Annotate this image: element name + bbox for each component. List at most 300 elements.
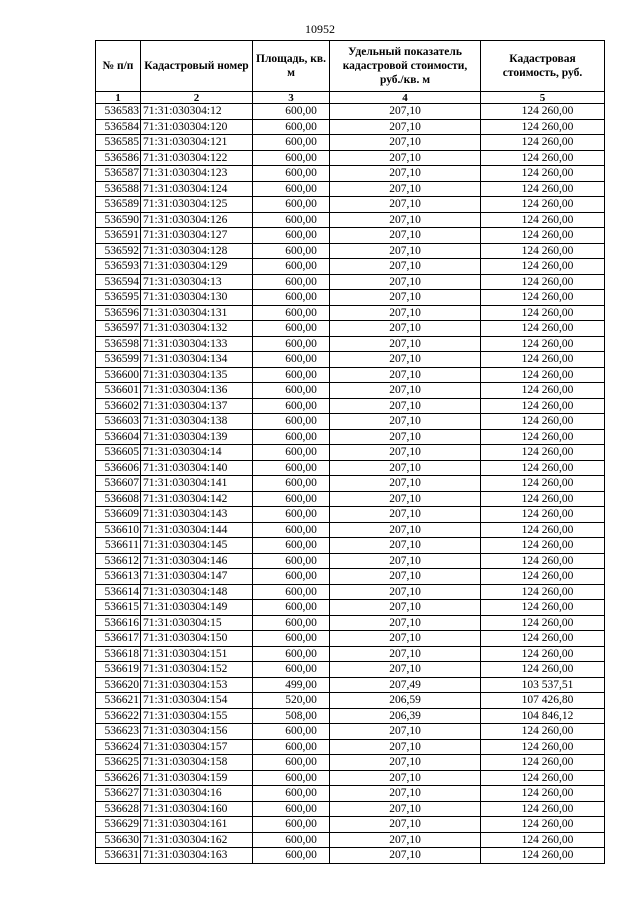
cadastral-value-cell: 124 260,00 [481,212,605,228]
cadastral-table [95,40,605,864]
row-number-cell: 536583 [96,104,141,120]
cadastral-value-cell: 124 260,00 [481,770,605,786]
cadastral-value-cell: 124 260,00 [481,181,605,197]
table-row [96,336,605,352]
area-cell: 600,00 [253,445,330,461]
row-number-cell: 536623 [96,724,141,740]
cadastral-value-cell: 124 260,00 [481,383,605,399]
specific-value-cell: 207,10 [330,491,481,507]
table-row [96,398,605,414]
cadastral-value-cell: 124 260,00 [481,817,605,833]
row-number-cell: 536605 [96,445,141,461]
table-row [96,801,605,817]
area-cell: 600,00 [253,801,330,817]
row-number-cell: 536597 [96,321,141,337]
row-number-cell: 536595 [96,290,141,306]
cadastral-value-cell: 124 260,00 [481,336,605,352]
specific-value-cell: 207,10 [330,460,481,476]
area-cell: 600,00 [253,150,330,166]
cadastral-number-cell: 71:31:030304:137 [141,398,253,414]
table-row [96,135,605,151]
area-cell: 600,00 [253,398,330,414]
cadastral-number-cell: 71:31:030304:139 [141,429,253,445]
row-number-cell: 536619 [96,662,141,678]
table-row [96,197,605,213]
row-number-cell: 536621 [96,693,141,709]
area-cell: 600,00 [253,228,330,244]
cadastral-number-cell: 71:31:030304:135 [141,367,253,383]
cadastral-value-cell: 103 537,51 [481,677,605,693]
table-row [96,445,605,461]
table-row [96,553,605,569]
table-row [96,414,605,430]
specific-value-cell: 207,10 [330,383,481,399]
table-row [96,522,605,538]
table-row [96,507,605,523]
area-cell: 600,00 [253,104,330,120]
area-cell: 600,00 [253,336,330,352]
area-cell: 600,00 [253,770,330,786]
cadastral-value-cell: 124 260,00 [481,631,605,647]
row-number-cell: 536591 [96,228,141,244]
table-row [96,786,605,802]
area-cell: 600,00 [253,646,330,662]
cadastral-value-cell: 124 260,00 [481,553,605,569]
specific-value-cell: 207,10 [330,414,481,430]
area-cell: 600,00 [253,166,330,182]
specific-value-cell: 207,10 [330,119,481,135]
table-row [96,538,605,554]
row-number-cell: 536604 [96,429,141,445]
cadastral-number-cell: 71:31:030304:12 [141,104,253,120]
specific-value-cell: 207,49 [330,677,481,693]
cadastral-value-cell: 124 260,00 [481,569,605,585]
area-cell: 520,00 [253,693,330,709]
cadastral-value-cell: 124 260,00 [481,166,605,182]
cadastral-value-cell: 124 260,00 [481,414,605,430]
table-row [96,212,605,228]
cadastral-number-cell: 71:31:030304:129 [141,259,253,275]
table-row [96,755,605,771]
table-row [96,259,605,275]
row-number-cell: 536629 [96,817,141,833]
specific-value-cell: 207,10 [330,724,481,740]
cadastral-number-cell: 71:31:030304:150 [141,631,253,647]
area-cell: 600,00 [253,429,330,445]
specific-value-cell: 207,10 [330,429,481,445]
row-number-cell: 536593 [96,259,141,275]
table-row [96,770,605,786]
cadastral-number-cell: 71:31:030304:14 [141,445,253,461]
area-cell: 600,00 [253,352,330,368]
cadastral-number-cell: 71:31:030304:130 [141,290,253,306]
specific-value-cell: 207,10 [330,104,481,120]
specific-value-cell: 207,10 [330,848,481,864]
table-row [96,739,605,755]
table-row [96,460,605,476]
cadastral-number-cell: 71:31:030304:141 [141,476,253,492]
cadastral-value-cell: 124 260,00 [481,367,605,383]
table-row [96,693,605,709]
row-number-cell: 536620 [96,677,141,693]
area-cell: 600,00 [253,538,330,554]
table-row [96,352,605,368]
row-number-cell: 536598 [96,336,141,352]
cadastral-value-cell: 124 260,00 [481,429,605,445]
cadastral-number-cell: 71:31:030304:156 [141,724,253,740]
area-cell: 600,00 [253,119,330,135]
cadastral-value-cell: 124 260,00 [481,476,605,492]
specific-value-cell: 207,10 [330,662,481,678]
area-cell: 600,00 [253,724,330,740]
cadastral-number-cell: 71:31:030304:159 [141,770,253,786]
row-number-cell: 536609 [96,507,141,523]
row-number-cell: 536627 [96,786,141,802]
specific-value-cell: 207,10 [330,336,481,352]
cadastral-number-cell: 71:31:030304:155 [141,708,253,724]
cadastral-value-cell: 104 846,12 [481,708,605,724]
cadastral-number-cell: 71:31:030304:147 [141,569,253,585]
cadastral-number-cell: 71:31:030304:146 [141,553,253,569]
row-number-cell: 536631 [96,848,141,864]
area-cell: 600,00 [253,321,330,337]
area-cell: 600,00 [253,274,330,290]
area-cell: 600,00 [253,600,330,616]
cadastral-value-cell: 107 426,80 [481,693,605,709]
specific-value-cell: 207,10 [330,631,481,647]
area-cell: 600,00 [253,755,330,771]
table-row [96,708,605,724]
column-number: 4 [330,92,481,104]
column-number: 3 [253,92,330,104]
table-row [96,150,605,166]
specific-value-cell: 207,10 [330,801,481,817]
cadastral-value-cell: 124 260,00 [481,600,605,616]
cadastral-number-cell: 71:31:030304:131 [141,305,253,321]
cadastral-number-cell: 71:31:030304:122 [141,150,253,166]
table-row [96,584,605,600]
cadastral-number-cell: 71:31:030304:121 [141,135,253,151]
specific-value-cell: 207,10 [330,755,481,771]
table-row [96,367,605,383]
cadastral-value-cell: 124 260,00 [481,662,605,678]
cadastral-value-cell: 124 260,00 [481,305,605,321]
row-number-cell: 536617 [96,631,141,647]
cadastral-number-cell: 71:31:030304:128 [141,243,253,259]
row-number-cell: 536585 [96,135,141,151]
cadastral-value-cell: 124 260,00 [481,491,605,507]
header-area: Площадь, кв. м [253,41,330,92]
row-number-cell: 536622 [96,708,141,724]
specific-value-cell: 207,10 [330,445,481,461]
area-cell: 600,00 [253,615,330,631]
cadastral-number-cell: 71:31:030304:151 [141,646,253,662]
row-number-cell: 536596 [96,305,141,321]
cadastral-number-cell: 71:31:030304:134 [141,352,253,368]
column-number-row [96,92,605,104]
table-row [96,724,605,740]
table-row [96,181,605,197]
area-cell: 600,00 [253,491,330,507]
cadastral-number-cell: 71:31:030304:145 [141,538,253,554]
header-cadastral-value: Кадастровая стоимость, руб. [481,41,605,92]
table-row [96,476,605,492]
cadastral-number-cell: 71:31:030304:144 [141,522,253,538]
specific-value-cell: 207,10 [330,646,481,662]
area-cell: 600,00 [253,553,330,569]
cadastral-value-cell: 124 260,00 [481,786,605,802]
area-cell: 600,00 [253,832,330,848]
row-number-cell: 536611 [96,538,141,554]
row-number-cell: 536589 [96,197,141,213]
row-number-cell: 536610 [96,522,141,538]
cadastral-number-cell: 71:31:030304:142 [141,491,253,507]
area-cell: 600,00 [253,414,330,430]
cadastral-value-cell: 124 260,00 [481,724,605,740]
area-cell: 600,00 [253,584,330,600]
specific-value-cell: 207,10 [330,367,481,383]
cadastral-value-cell: 124 260,00 [481,150,605,166]
area-cell: 600,00 [253,212,330,228]
table-body [96,104,605,864]
table-row [96,848,605,864]
cadastral-value-cell: 124 260,00 [481,615,605,631]
table-row [96,429,605,445]
specific-value-cell: 206,39 [330,708,481,724]
cadastral-number-cell: 71:31:030304:120 [141,119,253,135]
area-cell: 600,00 [253,848,330,864]
table-row [96,166,605,182]
column-number: 1 [96,92,141,104]
area-cell: 600,00 [253,197,330,213]
row-number-cell: 536624 [96,739,141,755]
area-cell: 600,00 [253,507,330,523]
header-number: № п/п [96,41,141,92]
row-number-cell: 536592 [96,243,141,259]
cadastral-value-cell: 124 260,00 [481,352,605,368]
area-cell: 600,00 [253,259,330,275]
table-row [96,832,605,848]
specific-value-cell: 207,10 [330,817,481,833]
cadastral-value-cell: 124 260,00 [481,119,605,135]
area-cell: 600,00 [253,135,330,151]
specific-value-cell: 207,10 [330,259,481,275]
table-row [96,383,605,399]
specific-value-cell: 207,10 [330,584,481,600]
header-row [96,41,605,92]
row-number-cell: 536607 [96,476,141,492]
specific-value-cell: 207,10 [330,615,481,631]
specific-value-cell: 207,10 [330,832,481,848]
area-cell: 600,00 [253,569,330,585]
area-cell: 600,00 [253,522,330,538]
cadastral-number-cell: 71:31:030304:153 [141,677,253,693]
cadastral-number-cell: 71:31:030304:140 [141,460,253,476]
cadastral-value-cell: 124 260,00 [481,584,605,600]
cadastral-value-cell: 124 260,00 [481,104,605,120]
table-row [96,631,605,647]
specific-value-cell: 207,10 [330,197,481,213]
cadastral-number-cell: 71:31:030304:13 [141,274,253,290]
table-row [96,491,605,507]
cadastral-number-cell: 71:31:030304:132 [141,321,253,337]
cadastral-number-cell: 71:31:030304:154 [141,693,253,709]
row-number-cell: 536616 [96,615,141,631]
area-cell: 600,00 [253,305,330,321]
cadastral-number-cell: 71:31:030304:138 [141,414,253,430]
cadastral-number-cell: 71:31:030304:160 [141,801,253,817]
cadastral-value-cell: 124 260,00 [481,848,605,864]
specific-value-cell: 207,10 [330,569,481,585]
table-row [96,228,605,244]
area-cell: 600,00 [253,739,330,755]
cadastral-value-cell: 124 260,00 [481,135,605,151]
cadastral-number-cell: 71:31:030304:163 [141,848,253,864]
row-number-cell: 536612 [96,553,141,569]
area-cell: 600,00 [253,786,330,802]
row-number-cell: 536628 [96,801,141,817]
cadastral-number-cell: 71:31:030304:16 [141,786,253,802]
cadastral-value-cell: 124 260,00 [481,801,605,817]
cadastral-value-cell: 124 260,00 [481,228,605,244]
cadastral-value-cell: 124 260,00 [481,259,605,275]
row-number-cell: 536608 [96,491,141,507]
row-number-cell: 536586 [96,150,141,166]
cadastral-number-cell: 71:31:030304:133 [141,336,253,352]
area-cell: 508,00 [253,708,330,724]
row-number-cell: 536599 [96,352,141,368]
area-cell: 600,00 [253,460,330,476]
specific-value-cell: 207,10 [330,243,481,259]
specific-value-cell: 207,10 [330,166,481,182]
table-row [96,274,605,290]
cadastral-number-cell: 71:31:030304:124 [141,181,253,197]
specific-value-cell: 207,10 [330,352,481,368]
area-cell: 600,00 [253,290,330,306]
cadastral-value-cell: 124 260,00 [481,460,605,476]
column-number: 2 [141,92,253,104]
specific-value-cell: 207,10 [330,786,481,802]
table-row [96,677,605,693]
specific-value-cell: 206,59 [330,693,481,709]
cadastral-value-cell: 124 260,00 [481,755,605,771]
cadastral-number-cell: 71:31:030304:125 [141,197,253,213]
cadastral-value-cell: 124 260,00 [481,321,605,337]
cadastral-value-cell: 124 260,00 [481,507,605,523]
cadastral-value-cell: 124 260,00 [481,832,605,848]
cadastral-number-cell: 71:31:030304:157 [141,739,253,755]
area-cell: 600,00 [253,383,330,399]
specific-value-cell: 207,10 [330,290,481,306]
row-number-cell: 536601 [96,383,141,399]
row-number-cell: 536615 [96,600,141,616]
specific-value-cell: 207,10 [330,181,481,197]
specific-value-cell: 207,10 [330,150,481,166]
cadastral-number-cell: 71:31:030304:136 [141,383,253,399]
cadastral-number-cell: 71:31:030304:158 [141,755,253,771]
specific-value-cell: 207,10 [330,600,481,616]
cadastral-number-cell: 71:31:030304:127 [141,228,253,244]
cadastral-value-cell: 124 260,00 [481,274,605,290]
table-row [96,305,605,321]
specific-value-cell: 207,10 [330,228,481,244]
row-number-cell: 536588 [96,181,141,197]
cadastral-value-cell: 124 260,00 [481,243,605,259]
row-number-cell: 536600 [96,367,141,383]
page-number: 10952 [305,22,335,36]
specific-value-cell: 207,10 [330,507,481,523]
cadastral-value-cell: 124 260,00 [481,739,605,755]
header-cadastral-number: Кадастровый номер [141,41,253,92]
specific-value-cell: 207,10 [330,274,481,290]
cadastral-number-cell: 71:31:030304:152 [141,662,253,678]
row-number-cell: 536614 [96,584,141,600]
table-row [96,243,605,259]
table-row [96,290,605,306]
row-number-cell: 536618 [96,646,141,662]
row-number-cell: 536603 [96,414,141,430]
header-specific-value: Удельный показатель кадастровой стоимости, руб./кв. м [330,41,481,92]
specific-value-cell: 207,10 [330,538,481,554]
row-number-cell: 536630 [96,832,141,848]
table-row [96,119,605,135]
area-cell: 499,00 [253,677,330,693]
area-cell: 600,00 [253,476,330,492]
specific-value-cell: 207,10 [330,398,481,414]
specific-value-cell: 207,10 [330,522,481,538]
specific-value-cell: 207,10 [330,321,481,337]
cadastral-number-cell: 71:31:030304:143 [141,507,253,523]
cadastral-number-cell: 71:31:030304:15 [141,615,253,631]
row-number-cell: 536594 [96,274,141,290]
table-row [96,662,605,678]
table-row [96,104,605,120]
cadastral-value-cell: 124 260,00 [481,538,605,554]
area-cell: 600,00 [253,367,330,383]
cadastral-number-cell: 71:31:030304:149 [141,600,253,616]
specific-value-cell: 207,10 [330,476,481,492]
column-number: 5 [481,92,605,104]
cadastral-value-cell: 124 260,00 [481,445,605,461]
specific-value-cell: 207,10 [330,770,481,786]
table-row [96,646,605,662]
row-number-cell: 536584 [96,119,141,135]
area-cell: 600,00 [253,662,330,678]
cadastral-value-cell: 124 260,00 [481,522,605,538]
row-number-cell: 536602 [96,398,141,414]
area-cell: 600,00 [253,243,330,259]
table-row [96,321,605,337]
row-number-cell: 536626 [96,770,141,786]
row-number-cell: 536625 [96,755,141,771]
row-number-cell: 536590 [96,212,141,228]
cadastral-number-cell: 71:31:030304:123 [141,166,253,182]
cadastral-number-cell: 71:31:030304:162 [141,832,253,848]
cadastral-number-cell: 71:31:030304:148 [141,584,253,600]
cadastral-value-cell: 124 260,00 [481,646,605,662]
table-row [96,569,605,585]
specific-value-cell: 207,10 [330,212,481,228]
area-cell: 600,00 [253,631,330,647]
specific-value-cell: 207,10 [330,553,481,569]
table-row [96,817,605,833]
cadastral-value-cell: 124 260,00 [481,290,605,306]
table-row [96,615,605,631]
row-number-cell: 536613 [96,569,141,585]
table-row [96,600,605,616]
specific-value-cell: 207,10 [330,135,481,151]
cadastral-number-cell: 71:31:030304:126 [141,212,253,228]
